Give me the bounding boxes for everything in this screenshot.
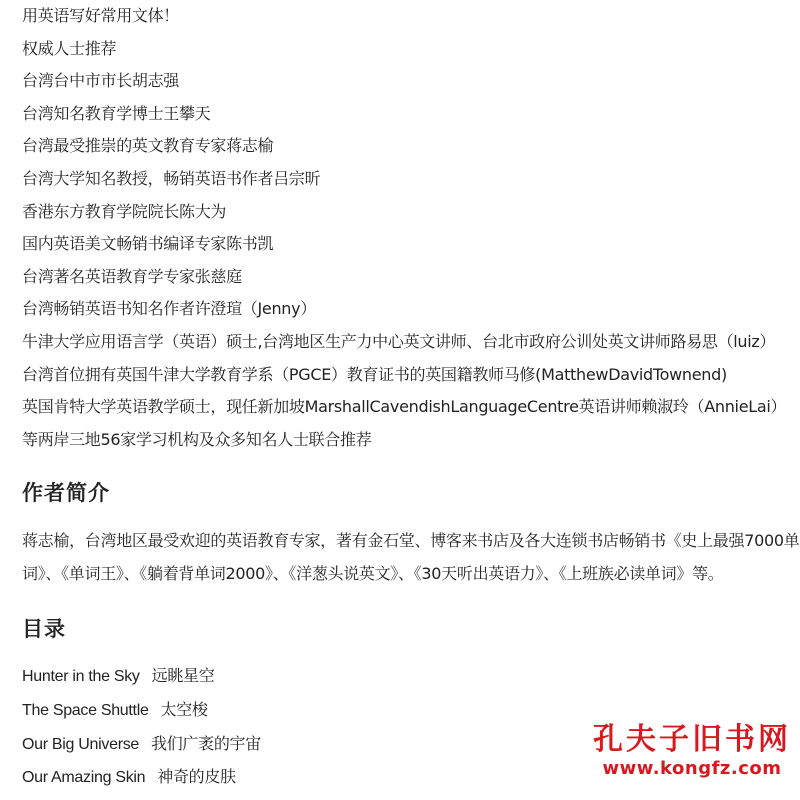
watermark-url: www.kongfz.com [602, 758, 782, 779]
recommendation-line: 台湾大学知名教授，畅销英语书作者吕宗昕 [22, 168, 321, 188]
recommendation-line: 台湾著名英语教育学专家张慈庭 [22, 266, 242, 286]
toc-item-chinese-title: 神奇的皮肤 [157, 767, 236, 787]
toc-item-english-title: The Space Shuttle [22, 701, 149, 719]
author-bio: 蒋志榆，台湾地区最受欢迎的英语教育专家，著有金石堂、博客来书店及各大连锁书店畅销书《史上最强7000单词》、《单词王》、《躺着背单词2000》、《洋葱头说英文》、《30天听出英语力》、《上班族必读单词》等。 [22, 531, 800, 584]
recommendation-line: 香港东方教育学院院长陈大为 [22, 201, 227, 221]
toc-item-english-title: Our Amazing Skin [22, 769, 146, 787]
toc-item-english-title: Our Big Universe [22, 735, 140, 753]
toc-heading: 目录 [22, 617, 66, 642]
recommendation-line: 权威人士推荐 [22, 38, 117, 58]
author-heading: 作者简介 [22, 481, 110, 506]
recommendation-line: 英国肯特大学英语教学硕士，现任新加坡MarshallCavendishLanguageCentre英语讲师赖淑玲（AnnieLai） [22, 397, 787, 417]
recommendation-line: 台湾最受推崇的英文教育专家蒋志榆 [22, 136, 274, 156]
toc-item-chinese-title: 太空梭 [160, 699, 208, 719]
recommendation-line: 台湾知名教育学博士王攀天 [22, 103, 211, 123]
recommendation-line: 国内英语美文畅销书编译专家陈书凯 [22, 234, 274, 254]
recommendation-line: 台湾畅销英语书知名作者许澄瑄（Jenny） [22, 299, 317, 319]
recommendation-line: 台湾首位拥有英国牛津大学教育学系（PGCE）教育证书的英国籍教师马修(MatthewDavidTownend) [22, 364, 727, 384]
recommendation-line: 台湾台中市市长胡志强 [22, 71, 180, 91]
watermark-site-name: 孔夫子旧书网 [593, 722, 791, 757]
recommendation-line: 用英语写好常用文体！ [22, 6, 180, 25]
watermark-logo [592, 722, 792, 780]
document-content [22, 0, 800, 795]
recommendation-list [22, 0, 797, 456]
toc-item-chinese-title: 远眺星空 [151, 666, 215, 686]
recommendation-line: 牛津大学应用语言学（英语）硕士,台湾地区生产力中心英文讲师、台北市政府公训处英文讲师路易思（luiz） [22, 331, 776, 351]
toc-item-chinese-title: 我们广袤的宇宙 [151, 733, 261, 753]
toc-item [22, 660, 797, 694]
recommendation-line: 等两岸三地56家学习机构及众多知名人士联合推荐 [22, 429, 372, 449]
toc-item-english-title: Hunter in the Sky [22, 668, 140, 686]
